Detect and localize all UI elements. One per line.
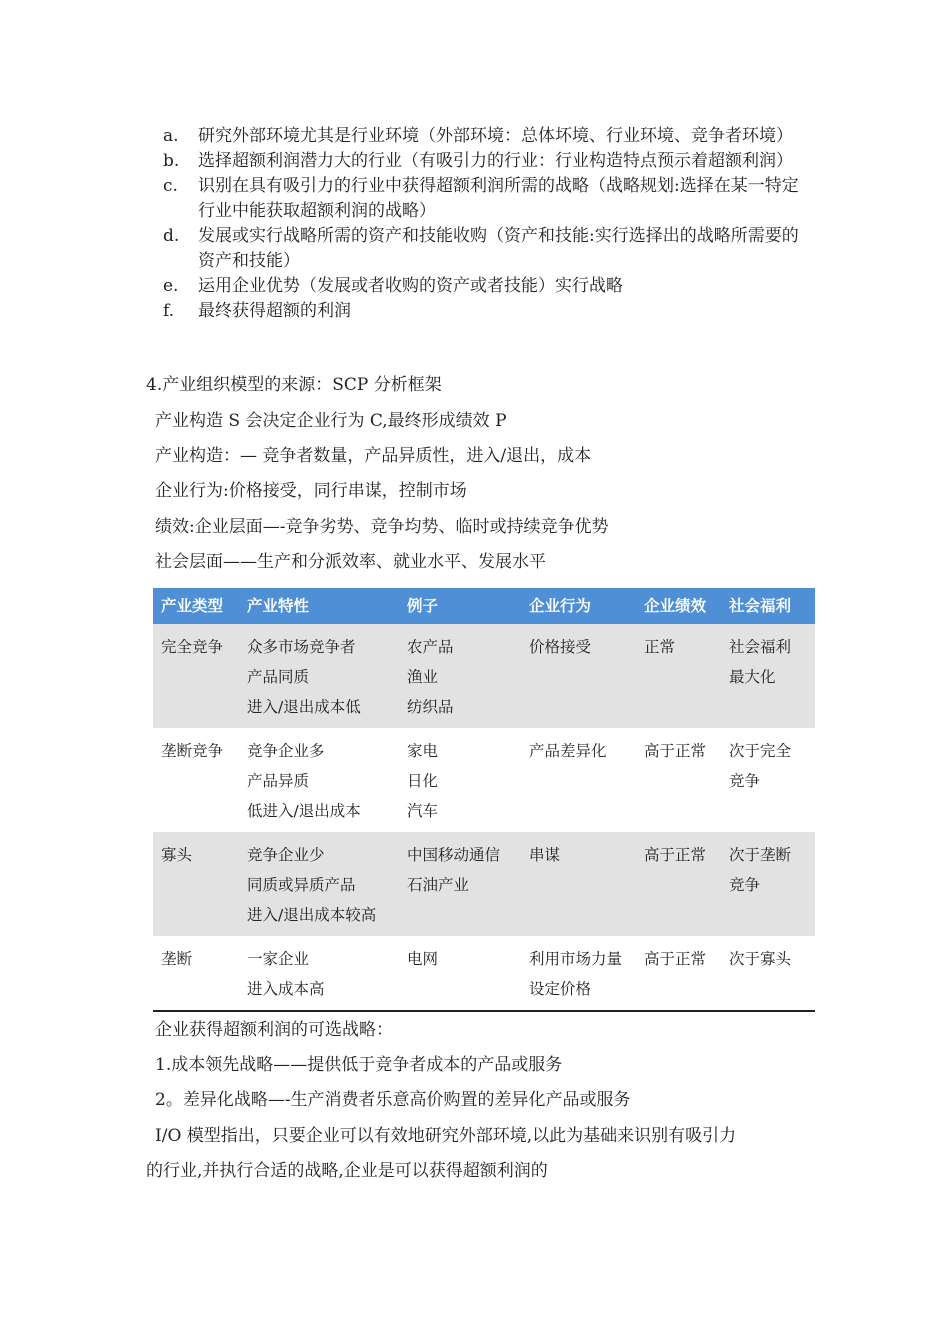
paragraph: 的行业,并执行合适的战略,企业是可以获得超额利润的: [146, 1161, 548, 1181]
cell-text: 价格接受: [529, 638, 592, 656]
table-cell: [399, 624, 521, 728]
list-item-text: 发展或实行战略所需的资产和技能收购（资产和技能:实行选择出的战略所需要的资产和技能）: [198, 226, 799, 271]
cell-text: 进入/退出成本较高: [247, 906, 377, 924]
cell-text: 竞争: [729, 876, 761, 894]
column-header: 例子: [407, 597, 439, 615]
cell-text: 正常: [644, 638, 676, 656]
list-marker: a.: [163, 126, 179, 146]
industry-table: [153, 588, 815, 1012]
table-cell: [399, 728, 521, 832]
table-cell: [399, 936, 521, 1011]
list-item-text: 选择超额利润潜力大的行业（有吸引力的行业：行业构造特点预示着超额利润）: [198, 151, 793, 171]
cell-text: 产品差异化: [529, 742, 607, 760]
table-row: [153, 832, 815, 936]
cell-text: 家电: [407, 742, 439, 760]
table-cell: [721, 728, 815, 832]
list-item: [160, 299, 810, 324]
table-cell: [636, 936, 721, 1011]
cell-text: 竞争: [729, 772, 761, 790]
cell-text: 农产品: [407, 638, 454, 656]
table-cell: [521, 936, 636, 1011]
list-marker: b.: [163, 151, 180, 171]
cell-text: 电网: [407, 950, 439, 968]
paragraph: I/O 模型指出，只要企业可以有效地研究外部环境,以此为基础来识别有吸引力: [155, 1126, 737, 1146]
table-cell: [153, 728, 239, 832]
paragraph: 1.成本领先战略——提供低于竞争者成本的产品或服务: [155, 1055, 563, 1075]
paragraph: 企业获得超额利润的可选战略：: [155, 1020, 393, 1040]
table-cell: [153, 936, 239, 1011]
cell-text: 竞争企业少: [247, 846, 325, 864]
cell-text: 垄断: [161, 950, 193, 968]
table-row: [153, 624, 815, 728]
cell-text: 竞争企业多: [247, 742, 325, 760]
list-item: [160, 174, 810, 224]
table-cell: [521, 624, 636, 728]
cell-text: 设定价格: [529, 980, 592, 998]
column-header: 产业类型: [161, 597, 224, 615]
cell-text: 进入/退出成本低: [247, 698, 361, 716]
cell-text: 进入成本高: [247, 980, 325, 998]
table-row: [153, 728, 815, 832]
paragraph: 社会层面——生产和分派效率、就业水平、发展水平: [155, 552, 546, 572]
paragraph: 2。差异化战略—-生产消费者乐意高价购置的差异化产品或服务: [155, 1090, 631, 1110]
table-cell: [153, 832, 239, 936]
cell-text: 社会福利: [729, 638, 792, 656]
table-header-row: [153, 588, 815, 624]
list-item-text: 运用企业优势（发展或者收购的资产或者技能）实行战略: [198, 276, 623, 296]
list-item: [160, 124, 810, 149]
paragraph: 企业行为:价格接受，同行串谋，控制市场: [155, 481, 467, 501]
table-cell: [721, 936, 815, 1011]
list-item: [160, 149, 810, 174]
steps-list: [160, 124, 810, 324]
cell-text: 众多市场竞争者: [247, 638, 356, 656]
paragraph: 绩效:企业层面—-竞争劣势、竞争均势、临时或持续竞争优势: [155, 517, 609, 537]
table-cell: [636, 832, 721, 936]
cell-text: 产品同质: [247, 668, 310, 686]
cell-text: 高于正常: [644, 846, 707, 864]
table-cell: [721, 624, 815, 728]
cell-text: 完全竞争: [161, 638, 224, 656]
cell-text: 串谋: [529, 846, 561, 864]
table-cell: [239, 624, 399, 728]
column-header: 企业行为: [529, 597, 592, 615]
cell-text: 最大化: [729, 668, 776, 686]
cell-text: 石油产业: [407, 876, 470, 894]
cell-text: 一家企业: [247, 950, 310, 968]
cell-text: 渔业: [407, 668, 439, 686]
section-heading: 4.产业组织模型的来源：SCP 分析框架: [146, 375, 442, 395]
list-item: [160, 274, 810, 299]
cell-text: 低进入/退出成本: [247, 802, 361, 820]
table-cell: [239, 832, 399, 936]
table-cell: [636, 624, 721, 728]
table-cell: [521, 728, 636, 832]
cell-text: 高于正常: [644, 742, 707, 760]
list-marker: c.: [163, 176, 178, 196]
paragraph: 产业构造：— 竞争者数量，产品异质性，进入/退出，成本: [155, 446, 592, 466]
cell-text: 次于垄断: [729, 846, 792, 864]
list-item-text: 研究外部环境尤其是行业环境（外部环境：总体坏境、行业环境、竞争者环境）: [198, 126, 793, 146]
list-item: [160, 224, 810, 274]
cell-text: 中国移动通信: [407, 846, 501, 864]
list-item-text: 最终获得超额的利润: [198, 301, 351, 321]
table-cell: [636, 728, 721, 832]
cell-text: 寡头: [161, 846, 193, 864]
list-marker: e.: [163, 276, 179, 296]
column-header: 产业特性: [247, 597, 310, 615]
table-cell: [239, 936, 399, 1011]
paragraph: 产业构造 S 会决定企业行为 C,最终形成绩效 P: [155, 411, 507, 431]
table-cell: [399, 832, 521, 936]
cell-text: 次于寡头: [729, 950, 792, 968]
cell-text: 垄断竞争: [161, 742, 224, 760]
table-cell: [521, 832, 636, 936]
cell-text: 产品异质: [247, 772, 310, 790]
cell-text: 高于正常: [644, 950, 707, 968]
list-marker: f.: [163, 301, 175, 321]
table-row: [153, 936, 815, 1011]
table-cell: [153, 624, 239, 728]
column-header: 社会福利: [729, 597, 792, 615]
cell-text: 利用市场力量: [529, 950, 623, 968]
list-item-text: 识别在具有吸引力的行业中获得超额利润所需的战略（战略规划:选择在某一特定行业中能获取超额利润的战略）: [198, 176, 799, 221]
cell-text: 同质或异质产品: [247, 876, 356, 894]
cell-text: 次于完全: [729, 742, 792, 760]
table-cell: [239, 728, 399, 832]
column-header: 企业绩效: [644, 597, 707, 615]
list-marker: d.: [163, 226, 180, 246]
cell-text: 汽车: [407, 802, 439, 820]
cell-text: 纺织品: [407, 698, 454, 716]
table-cell: [721, 832, 815, 936]
cell-text: 日化: [407, 772, 439, 790]
